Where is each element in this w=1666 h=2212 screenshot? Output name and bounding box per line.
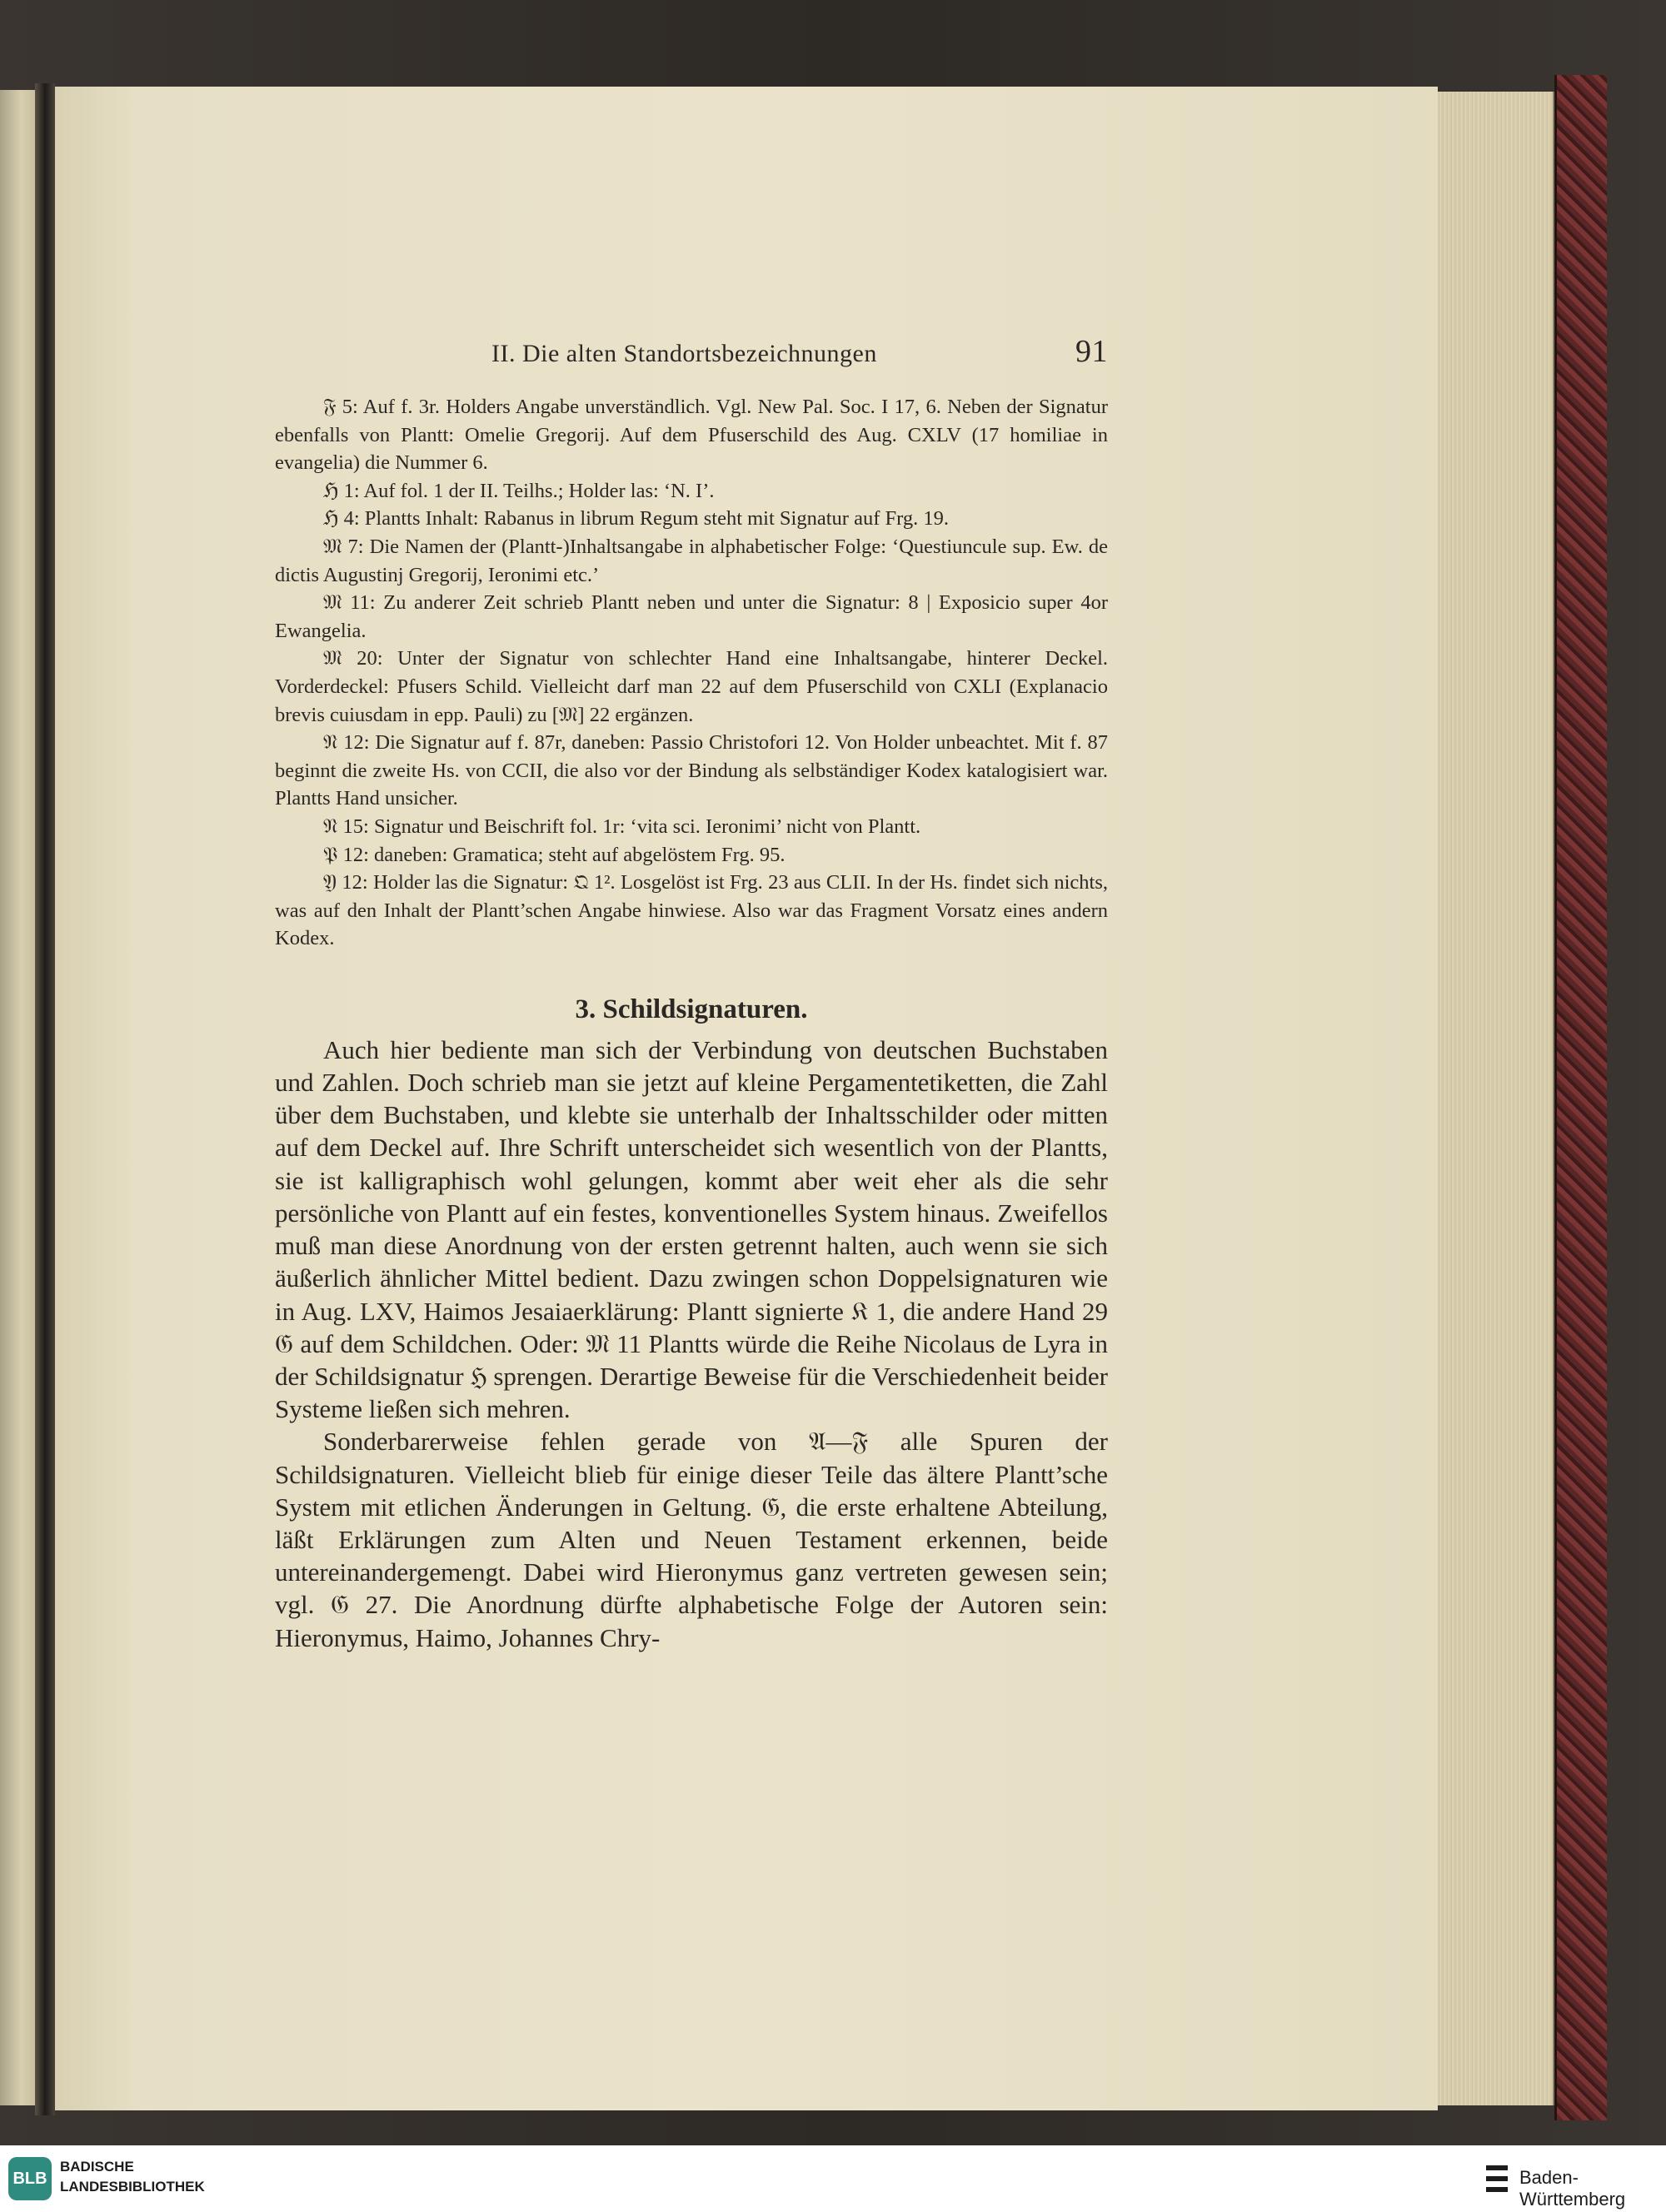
book-cover (1554, 75, 1607, 2120)
baden-wuerttemberg-lions-icon (1484, 2162, 1509, 2195)
section-title: 3. Schildsignaturen. (575, 994, 808, 1024)
paragraph: Sonderbarerweise fehlen gerade von 𝔄—𝔉 alle Spuren der Schildsignaturen. Vielleicht blieb für einige dieser Teile das ältere Plantt’sche System mit etlichen Änderungen in Geltung. 𝔊, die erste erhaltene Abteilung, läßt Erklärungen zum Alten und Neuen Testament erkennen, beide untereinandergemengt. Dabei wird Hieronymus ganz vertreten gewesen sein; vgl. 𝔊 27. Die Anordnung dürfte alphabetische Folge der Autoren sein: Hieronymus, Haimo, Johannes Chry- (275, 1427, 1108, 1652)
baden-wuerttemberg-name[interactable]: Baden-Württemberg (1519, 2167, 1626, 2210)
note: 𝔓 12: daneben: Gramatica; steht auf abgelöstem Frg. 95. (323, 843, 786, 866)
paragraph: Auch hier bediente man sich der Verbindung von deutschen Buchstaben und Zahlen. Doch schrieb man sie jetzt auf kleine Pergamentetiketten, die Zahl über dem Buchstaben, und klebte sie unterhalb der Inhaltsschilder oder mitten auf dem Deckel auf. Ihre Schrift unterscheidet sich wesentlich von der Plantts, sie ist kalligraphisch wohl gelungen, kommt aber weit eher als die sehr persönliche von Plantt auf ein festes, konventionelles System hinaus. Zweifellos muß man diese Anordnung von der ersten getrennt halten, auch wenn sie sich äußerlich ähnlicher Mittel bedient. Dazu zwingen schon Doppelsignaturen wie in Aug. LXV, Haimos Jesaiaerklärung: Plantt signierte 𝔎 1, die andere Hand 29 𝔊 auf dem Schildchen. Oder: 𝔐 11 Plantts würde die Reihe Nicolaus de Lyra in der Schildsignatur ℌ sprengen. Derartige Beweise für die Verschiedenheit beider Systeme ließen sich mehren. (275, 1034, 1108, 1424)
note: ℌ 4: Plantts Inhalt: Rabanus in librum Regum steht mit Signatur auf Frg. 19. (323, 507, 949, 531)
note: 𝔐 20: Unter der Signatur von schlechter Hand eine Inhaltsangabe, hinterer Deckel. Vorderdeckel: Pfusers Schild. Vielleicht darf man 22 auf dem Pfuserschild von CXLI (Explanacio brevis cuiusdam in epp. Pauli) zu [𝔐] 22 ergänzen. (275, 647, 1108, 726)
blb-name-line1: BADISCHE (60, 2159, 134, 2175)
blb-name (60, 2157, 205, 2197)
page-number: 91 (1075, 334, 1108, 369)
note: 𝔑 12: Die Signatur auf f. 87r, daneben: Passio Christofori 12. Von Holder unbeachtet. Mit f. 87 beginnt die zweite Hs. von CCII, die also vor der Bindung als selbständiger Kodex katalogisiert war. Plantts Hand unsicher. (275, 731, 1108, 810)
note: 𝔐 7: Die Namen der (Plantt-)Inhaltsangabe in alphabetischer Folge: ‘Questiuncule sup. Ew. de dictis Augustinj Gregorij, Ieronimi etc.’ (275, 535, 1108, 586)
note: 𝔐 11: Zu anderer Zeit schrieb Plantt neben und unter die Signatur: 8 | Exposicio super 4or Ewangelia. (275, 591, 1108, 642)
blb-name-line2: LANDESBIBLIOTHEK (60, 2179, 205, 2195)
running-head: II. Die alten Standortsbezeichnungen (491, 340, 877, 367)
page-edges (1438, 92, 1554, 2105)
blb-logo[interactable]: BLB (8, 2157, 52, 2200)
note: 𝔑 15: Signatur und Beischrift fol. 1r: ‘vita sci. Ieronimi’ nicht von Plantt. (323, 815, 921, 838)
page-content (275, 333, 1108, 1654)
notes-block (275, 393, 1108, 953)
left-page-edge (0, 90, 35, 2105)
note: ℌ 1: Auf fol. 1 der II. Teilhs.; Holder las: ‘N. I’. (323, 479, 715, 502)
note: 𝔜 12: Holder las die Signatur: 𝔔 1². Losgelöst ist Frg. 23 aus CLII. In der Hs. findet sich nichts, was auf den Inhalt der Plantt’schen Angabe hinwiese. Also war das Fragment Vorsatz eines andern Kodex. (275, 871, 1108, 950)
book-gutter (35, 83, 55, 2115)
body-text (275, 1034, 1108, 1654)
page-header (275, 333, 1108, 375)
footer-bar (0, 2145, 1666, 2212)
note: 𝔉 5: Auf f. 3r. Holders Angabe unverständlich. Vgl. New Pal. Soc. I 17, 6. Neben der Signatur ebenfalls von Plantt: Omelie Gregorij. Auf dem Pfuserschild des Aug. CXLV (17 homiliae in evangelia) die Nummer 6. (275, 396, 1108, 475)
